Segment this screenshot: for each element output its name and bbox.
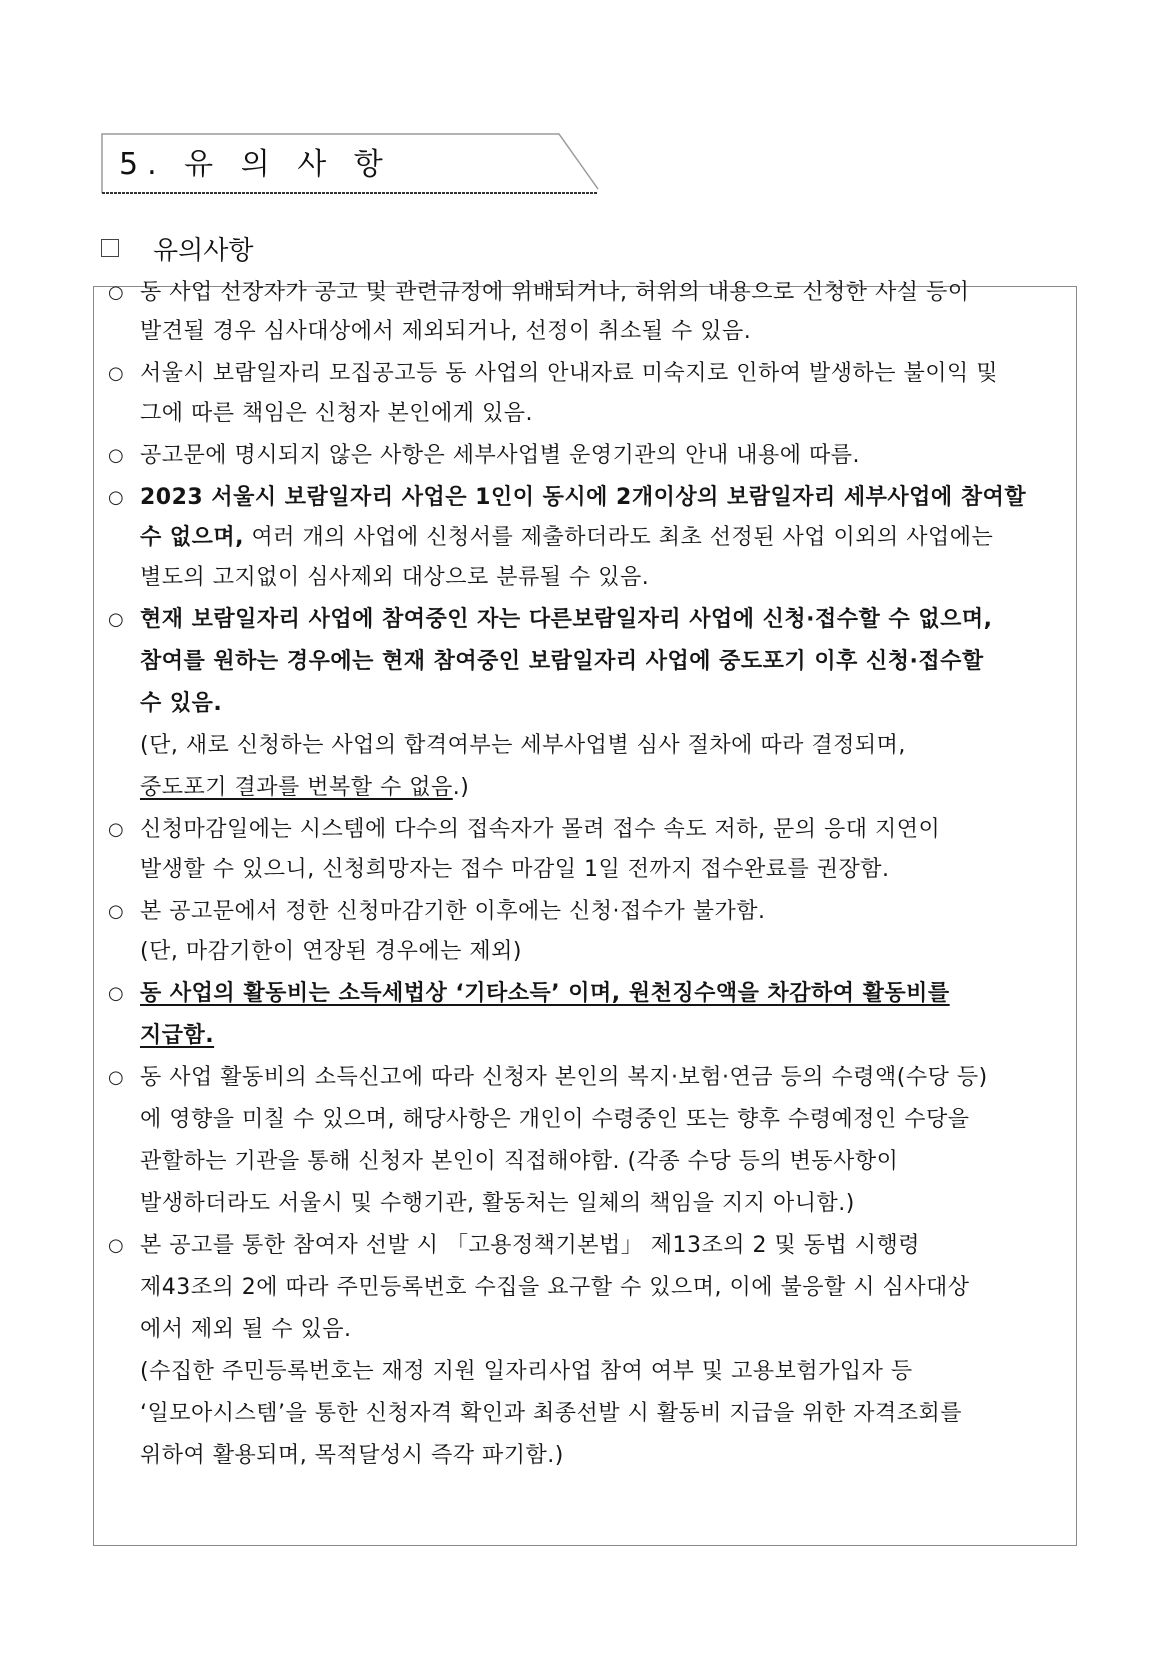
bullet-icon: ○ <box>108 445 124 466</box>
notice-box <box>93 280 1077 1546</box>
notice-line: 위하여 활용되며, 목적달성시 즉각 파기함.) <box>140 1443 564 1468</box>
notice-line: 관할하는 기관을 통해 신청자 본인이 직접해야함. (각종 수당 등의 변동사항이 <box>140 1149 899 1174</box>
bullet-icon: ○ <box>108 1067 124 1088</box>
notice-line: 공고문에 명시되지 않은 사항은 세부사업별 운영기관의 안내 내용에 따름. <box>140 443 861 468</box>
subheading-label: 유의사항 <box>153 235 254 266</box>
notice-line: 에서 제외 될 수 있음. <box>140 1317 352 1342</box>
section-number: 5. <box>119 147 166 182</box>
notice-line: 발생할 수 있으니, 신청희망자는 접수 마감일 1일 전까지 접수완료를 권장함. <box>140 857 890 882</box>
notice-line: 동 사업 선장자가 공고 및 관련규정에 위배되거나, 허위의 내용으로 신청한 사실 등이 <box>140 280 970 305</box>
bullet-icon: ○ <box>108 609 124 630</box>
notice-line-bold: 참여를 원하는 경우에는 현재 참여중인 보람일자리 사업에 중도포기 이후 신청·접수할 <box>140 649 984 674</box>
section-title <box>119 145 392 185</box>
bullet-icon: ○ <box>108 487 124 508</box>
notice-line: 동 사업 활동비의 소득신고에 따라 신청자 본인의 복지·보험·연금 등의 수령액(수당 등) <box>140 1065 988 1090</box>
notice-line-bold: 수 없으며, <box>140 525 245 550</box>
notice-line: ‘일모아시스템’을 통한 신청자격 확인과 최종선발 시 활동비 지급을 위한 자격조회를 <box>140 1401 962 1426</box>
checkbox-icon <box>101 239 119 257</box>
notice-line <box>140 523 993 553</box>
bullet-icon: ○ <box>108 282 124 303</box>
subheading <box>101 230 253 266</box>
bullet-icon: ○ <box>108 901 124 922</box>
notice-line <box>140 773 469 803</box>
notice-line: 에 영향을 미칠 수 있으며, 해당사항은 개인이 수령중인 또는 향후 수령예정인 수당을 <box>140 1107 970 1132</box>
bullet-icon: ○ <box>108 983 124 1004</box>
notice-line: 제43조의 2에 따라 주민등록번호 수집을 요구할 수 있으며, 이에 불응할 시 심사대상 <box>140 1275 970 1300</box>
bullet-icon: ○ <box>108 819 124 840</box>
notice-line: (단, 새로 신청하는 사업의 합격여부는 세부사업별 심사 절차에 따라 결정되며, <box>140 733 906 758</box>
notice-line: 그에 따른 책임은 신청자 본인에게 있음. <box>140 401 533 426</box>
notice-line-rest: .) <box>452 775 470 800</box>
notice-line-rest: 여러 개의 사업에 신청서를 제출하더라도 최초 선정된 사업 이외의 사업에는 <box>244 525 994 550</box>
notice-line: 발생하더라도 서울시 및 수행기관, 활동처는 일체의 책임을 지지 아니함.) <box>140 1191 855 1216</box>
notice-line: (수집한 주민등록번호는 재정 지원 일자리사업 참여 여부 및 고용보험가입자 등 <box>140 1359 913 1384</box>
bullet-icon: ○ <box>108 1235 124 1256</box>
notice-line-underlined: 중도포기 결과를 번복할 수 없음 <box>140 775 453 800</box>
notice-line-bold: 2023 서울시 보람일자리 사업은 1인이 동시에 2개이상의 보람일자리 세부사업에 참여할 <box>140 485 1027 510</box>
notice-line-bold-underlined: 동 사업의 활동비는 소득세법상 ‘기타소득’ 이며, 원천징수액을 차감하여 활동비를 <box>140 981 950 1006</box>
notice-line: 발견될 경우 심사대상에서 제외되거나, 선정이 취소될 수 있음. <box>140 319 752 344</box>
notice-line: 본 공고를 통한 참여자 선발 시 「고용정책기본법」 제13조의 2 및 동법 시행령 <box>140 1233 920 1258</box>
notice-line: 신청마감일에는 시스템에 다수의 접속자가 몰려 접수 속도 저하, 문의 응대 지연이 <box>140 817 941 842</box>
notice-line: 별도의 고지없이 심사제외 대상으로 분류될 수 있음. <box>140 565 650 590</box>
notice-line-bold: 현재 보람일자리 사업에 참여중인 자는 다른보람일자리 사업에 신청·접수할 수 없으며, <box>140 607 993 632</box>
section-title-text: 유 의 사 항 <box>184 147 392 182</box>
bullet-icon: ○ <box>108 363 124 384</box>
notice-line: 서울시 보람일자리 모집공고등 동 사업의 안내자료 미숙지로 인하여 발생하는 불이익 및 <box>140 361 999 386</box>
notice-line: 본 공고문에서 정한 신청마감기한 이후에는 신청·접수가 불가함. <box>140 899 766 924</box>
notice-line: (단, 마감기한이 연장된 경우에는 제외) <box>140 939 522 964</box>
notice-line-bold: 수 있음. <box>140 691 223 716</box>
section-header <box>101 133 621 197</box>
notice-line-bold-underlined: 지급함. <box>140 1023 215 1048</box>
